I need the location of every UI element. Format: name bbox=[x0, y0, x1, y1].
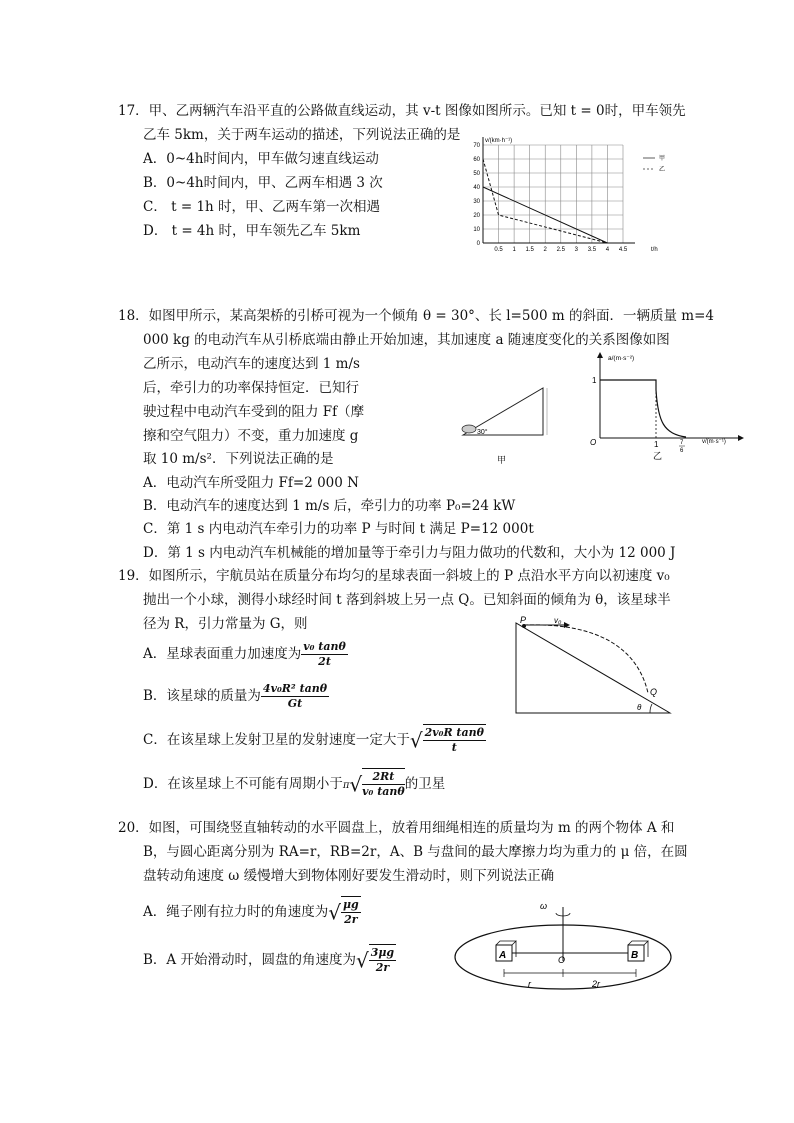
x-tick-label: 1 bbox=[512, 247, 516, 253]
fig-b-ylabel: a/(m·s⁻²) bbox=[608, 355, 635, 362]
q18-option-c: C．第 1 s 内电动汽车牵引力的功率 P 与时间 t 满足 P=12 000t bbox=[143, 521, 534, 537]
x-tick-label: 3 bbox=[574, 247, 579, 253]
x-tick-label: 2 bbox=[543, 247, 547, 253]
q19-stem-line2: 抛出一个小球，测得小球经时间 t 落到斜坡上另一点 Q。已知斜面的倾角为 θ，该星球半 bbox=[143, 592, 671, 608]
x-tick-label: 2.5 bbox=[556, 247, 565, 253]
q17-chart-xlabel: t/h bbox=[651, 247, 658, 253]
q17-legend-jia: 甲 bbox=[659, 156, 666, 162]
x-tick-label: 4.5 bbox=[618, 247, 628, 253]
q17-chart-grid bbox=[483, 145, 623, 243]
q19-option-b: B．该星球的质量为 $\frac{\text{4v₀R² tanθ}}{Gt}$ bbox=[143, 682, 328, 710]
y-tick-label: 0 bbox=[476, 241, 480, 247]
y-tick-label: 20 bbox=[473, 213, 480, 219]
q18-stem-line4: 后，牵引力的功率保持恒定．已知行 bbox=[143, 380, 359, 396]
fig-a-label: 甲 bbox=[497, 455, 507, 465]
fig-v0: v₀ bbox=[554, 616, 562, 625]
trajectory bbox=[524, 625, 648, 693]
x-tick-label: 1.5 bbox=[525, 247, 534, 253]
q18-option-a: A．电动汽车所受阻力 Ff=2 000 N bbox=[143, 475, 359, 491]
q18-stem-line2: 000 kg 的电动汽车从引桥底端由静止开始加速，其加速度 a 随速度变化的关系图像如图 bbox=[143, 332, 670, 348]
q20-stem-line3: 盘转动角速度 ω 缓慢增大到物体刚好要发生滑动时，则下列说法正确 bbox=[143, 868, 555, 884]
fig-b-y1: 1 bbox=[592, 376, 597, 385]
q17-chart-ticks bbox=[473, 143, 628, 253]
q20-option-a: A．绳子刚有拉力时的角速度为√ $\frac{\mu g}{2r}$ bbox=[143, 898, 359, 926]
fig-A: A bbox=[499, 950, 507, 961]
q20-option-b: B．A 开始滑动时，圆盘的角速度为√ $\frac{3\mu g}{2r}$ bbox=[143, 946, 395, 974]
y-tick-label: 30 bbox=[473, 199, 480, 205]
fig-b-xlabel: v/(m·s⁻¹) bbox=[702, 439, 726, 445]
q17-chart-ylabel: v/(km·h⁻¹) bbox=[485, 138, 513, 144]
q19-option-d: D．在该星球上不可能有周期小于π√ $\frac{2Rt}{\text{v₀ tanθ}}$ 的卫星 bbox=[143, 770, 446, 798]
fig-B: B bbox=[631, 950, 639, 961]
q17-stem-line1: 17．甲、乙两辆汽车沿平直的公路做直线运动，其 v-t 图像如图所示。已知 t = 0时，甲车领先 bbox=[118, 103, 686, 119]
fig-O: O bbox=[558, 955, 566, 965]
fig-theta: θ bbox=[637, 703, 642, 712]
y-tick-label: 60 bbox=[473, 157, 480, 163]
q19-stem-line1: 19．如图所示，宇航员站在质量分布均匀的星球表面一斜坡上的 P 点沿水平方向以初速度 v₀ bbox=[118, 568, 670, 584]
fig-a-angle: 30° bbox=[477, 429, 488, 436]
q17-option-d: D． t = 4h 时，甲车领先乙车 5km bbox=[143, 223, 361, 239]
q18-stem-line7: 取 10 m/s²．下列说法正确的是 bbox=[143, 451, 334, 467]
q18-option-d: D．第 1 s 内电动汽车机械能的增加量等于牵引力与阻力做功的代数和，大小为 12 000 J bbox=[143, 545, 676, 561]
q18-fig-accel-graph bbox=[588, 350, 748, 465]
fig-b-x2-num: 7 bbox=[680, 440, 684, 446]
fig-r: r bbox=[528, 979, 531, 989]
fig-b-x1: 1 bbox=[654, 440, 659, 449]
q18-fig-incline bbox=[455, 380, 555, 465]
x-tick-label: 4 bbox=[605, 247, 610, 253]
fig-2r: 2r bbox=[592, 979, 601, 989]
q17-vt-chart bbox=[465, 133, 675, 258]
q17-chart-axes bbox=[483, 137, 635, 243]
q17-option-c: C． t = 1h 时，甲、乙两车第一次相遇 bbox=[143, 199, 381, 215]
q18-stem-line5: 驶过程中电动汽车受到的阻力 Ff（摩 bbox=[143, 404, 365, 420]
q19-option-c: C．在该星球上发射卫星的发射速度一定大于√ $\frac{\text{2v₀R tanθ}}{t}$ bbox=[143, 726, 484, 754]
fig-b-label: 乙 bbox=[653, 451, 663, 461]
q19-stem-line3: 径为 R，引力常量为 G，则 bbox=[143, 616, 308, 632]
fig-P: P bbox=[520, 615, 527, 625]
y-tick-label: 50 bbox=[473, 171, 480, 177]
fig-Q: Q bbox=[650, 687, 658, 697]
fig-b-x2-den: 6 bbox=[680, 448, 684, 454]
y-tick-label: 70 bbox=[473, 143, 480, 149]
x-tick-label: 3.5 bbox=[587, 247, 597, 253]
q20-fig-disk bbox=[450, 895, 680, 995]
fig-b-origin: O bbox=[590, 438, 597, 447]
q20-stem-line1: 20．如图，可围绕竖直轴转动的水平圆盘上，放着用细绳相连的质量均为 m 的两个物体 A 和 bbox=[118, 820, 675, 836]
fig-omega: ω bbox=[540, 901, 548, 911]
q20-stem-line2: B，与圆心距离分别为 RA=r，RB=2r，A、B 与盘间的最大摩擦力均为重力的 μ 倍，在圆 bbox=[143, 844, 688, 860]
q17-option-b: B．0~4h时间内，甲、乙两车相遇 3 次 bbox=[143, 175, 383, 191]
q19-fig-slope bbox=[510, 615, 675, 715]
q18-option-b: B．电动汽车的速度达到 1 m/s 后，牵引力的功率 P₀=24 kW bbox=[143, 498, 516, 514]
q17-legend-yi: 乙 bbox=[659, 167, 666, 173]
q18-stem-line3: 乙所示，电动汽车的速度达到 1 m/s bbox=[143, 356, 360, 372]
car-icon bbox=[462, 425, 476, 433]
x-tick-label: 0.5 bbox=[494, 247, 503, 253]
q19-option-a: A．星球表面重力加速度为 $\frac{\text{v₀ tanθ}}{2t}$ bbox=[143, 640, 346, 668]
q18-stem-line6: 擦和空气阻力）不变，重力加速度 g bbox=[143, 428, 359, 444]
q17-option-a: A．0~4h时间内，甲车做匀速直线运动 bbox=[143, 151, 379, 167]
q18-stem-line1: 18．如图甲所示，某高架桥的引桥可视为一个倾角 θ = 30°、长 l=500 m 的斜面．一辆质量 m=4 bbox=[118, 308, 714, 324]
q17-stem-line2: 乙车 5km，关于两车运动的描述，下列说法正确的是 bbox=[143, 127, 461, 143]
slope-triangle bbox=[516, 623, 670, 713]
y-tick-label: 40 bbox=[473, 185, 480, 191]
y-tick-label: 10 bbox=[473, 227, 480, 233]
